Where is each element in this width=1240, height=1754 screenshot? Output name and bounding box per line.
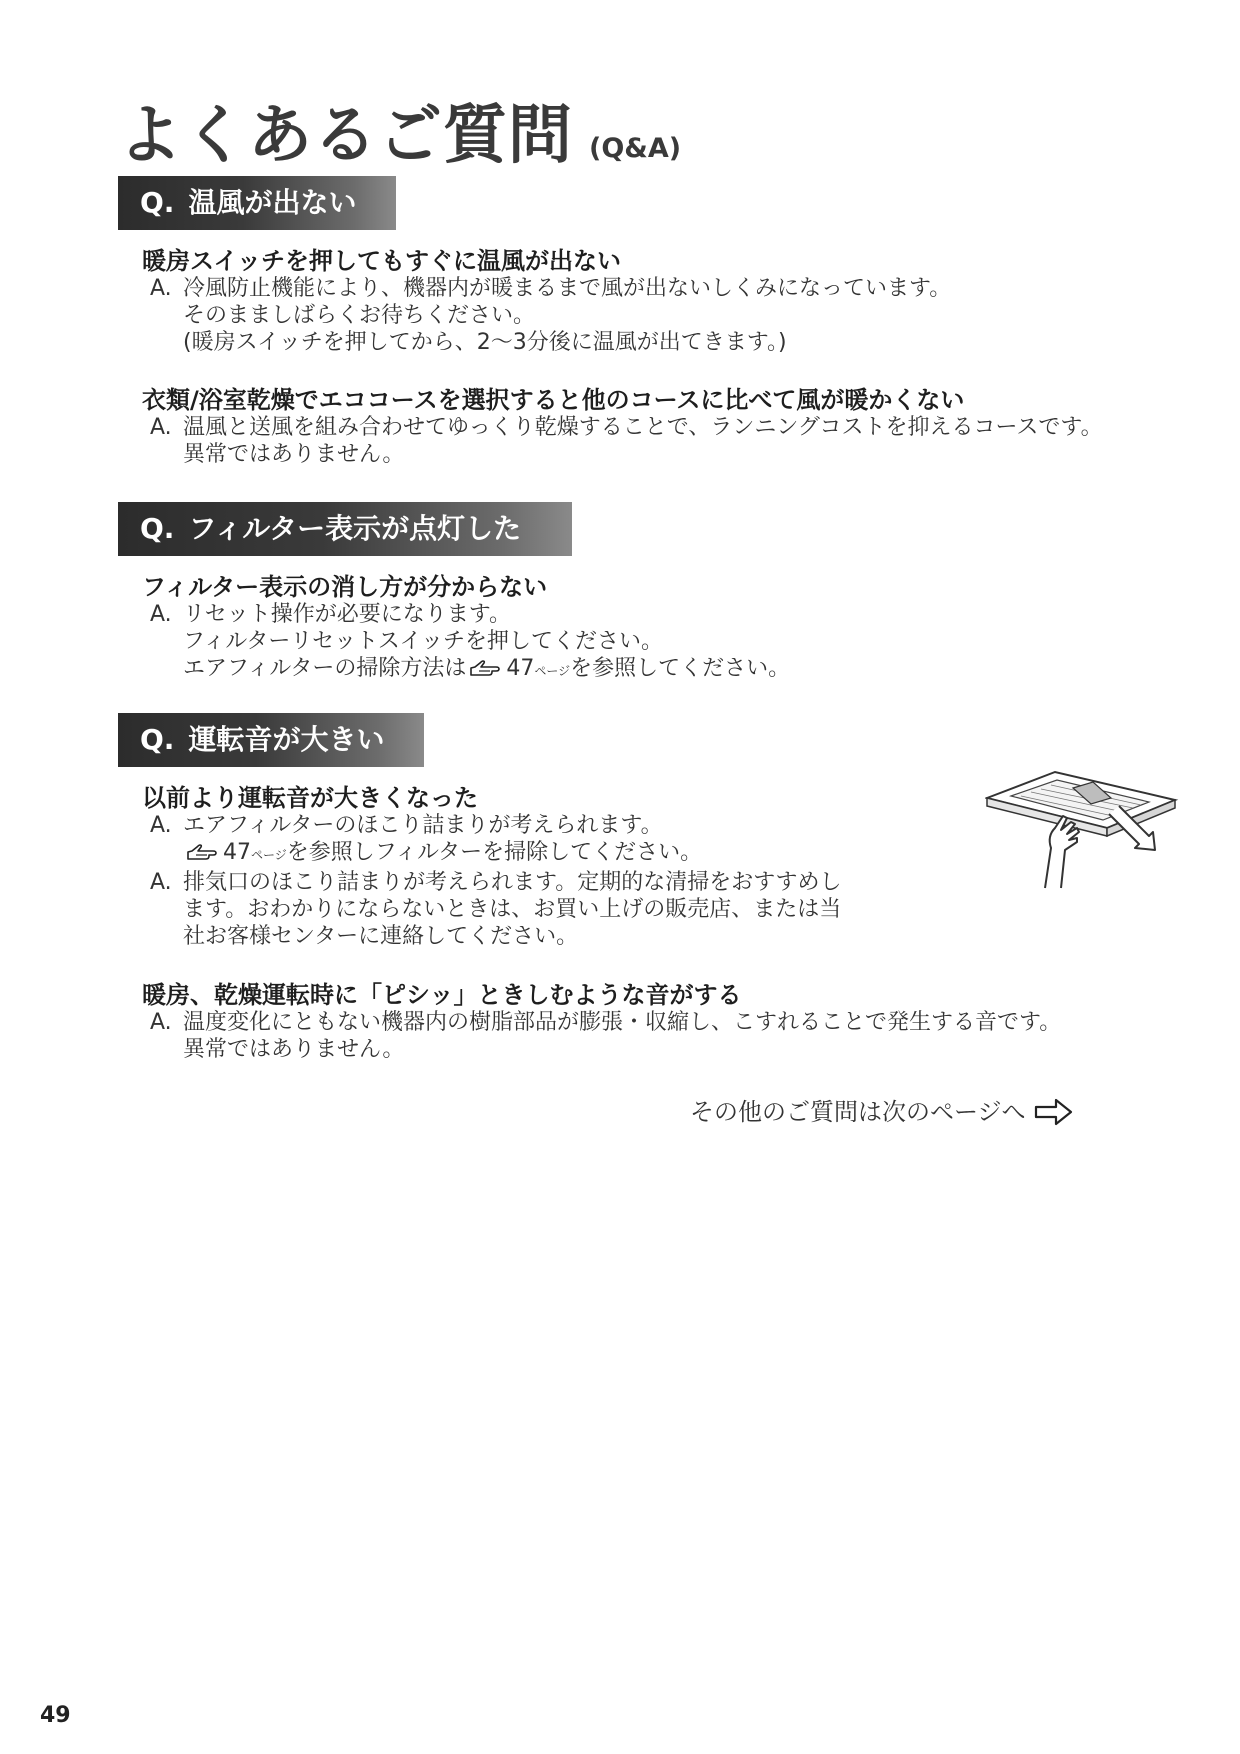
hollow-right-arrow-icon <box>1034 1097 1074 1127</box>
answer-line: 社お客様センターに連絡してください。 <box>183 924 579 949</box>
answer-block <box>150 275 951 356</box>
q-mark: Q. <box>140 186 175 219</box>
a-mark: A. <box>150 1010 172 1035</box>
question-heading: 以前より運転音が大きくなった <box>142 784 478 812</box>
answer-line: 温風と送風を組み合わせてゆっくり乾燥することで、ランニングコストを抑えるコースです。 <box>183 415 1103 440</box>
filter-removal-illustration <box>985 770 1185 890</box>
ref-page: 47 <box>506 656 535 681</box>
answer-text: エアフィルターの掃除方法は <box>183 656 467 681</box>
question-heading: フィルター表示の消し方が分からない <box>142 573 548 601</box>
section-header-no-warm-air <box>118 176 396 230</box>
answer-line: 異常ではありません。 <box>183 1037 405 1062</box>
page-number: 49 <box>40 1703 71 1728</box>
answer-line: (暖房スイッチを押してから、2〜3分後に温風が出てきます。) <box>183 330 787 355</box>
page-title <box>118 84 681 176</box>
answer-text: を参照してください。 <box>570 656 791 681</box>
q-mark: Q. <box>140 512 175 545</box>
answer-block <box>150 1009 1061 1063</box>
next-page-link[interactable] <box>690 1092 1074 1127</box>
answer-block <box>150 414 1103 468</box>
title-sub: (Q&A) <box>589 133 682 164</box>
answer-block <box>150 601 790 685</box>
q-mark: Q. <box>140 723 175 756</box>
ref-unit: ページ <box>251 848 287 862</box>
section-header-text: 温風が出ない <box>188 186 357 219</box>
a-mark: A. <box>150 415 172 440</box>
answer-line: フィルターリセットスイッチを押してください。 <box>183 629 664 654</box>
section-header-filter-indicator <box>118 502 572 556</box>
next-page-text: その他のご質問は次のページへ <box>690 1098 1026 1126</box>
section-header-loud-noise <box>118 713 424 767</box>
pointing-hand-icon <box>186 843 220 861</box>
section-header-text: 運転音が大きい <box>188 723 385 756</box>
a-mark: A. <box>150 602 172 627</box>
question-heading: 暖房、乾燥運転時に「ピシッ」ときしむような音がする <box>142 981 742 1009</box>
ref-page: 47 <box>223 840 251 865</box>
answer-text: を参照しフィルターを掃除してください。 <box>286 840 703 865</box>
ref-unit: ページ <box>534 664 571 678</box>
answer-line-with-reference <box>150 655 790 685</box>
question-heading: 衣類/浴室乾燥でエココースを選択すると他のコースに比べて風が暖かくない <box>142 386 965 414</box>
question-heading: 暖房スイッチを押してもすぐに温風が出ない <box>142 247 622 275</box>
answer-line: エアフィルターのほこり詰まりが考えられます。 <box>183 813 663 838</box>
answer-line: ます。おわかりにならないときは、お買い上げの販売店、または当 <box>183 897 842 922</box>
answer-line: そのまましばらくお待ちください。 <box>183 303 536 328</box>
section-header-text: フィルター表示が点灯した <box>188 512 522 545</box>
a-mark: A. <box>150 276 172 301</box>
answer-line: 排気口のほこり詰まりが考えられます。定期的な清掃をおすすめし <box>183 870 842 895</box>
answer-line: 温度変化にともない機器内の樹脂部品が膨張・収縮し、こすれることで発生する音です。 <box>183 1010 1062 1035</box>
title-text: よくあるご質問 <box>118 99 573 173</box>
answer-line: リセット操作が必要になります。 <box>183 602 512 627</box>
pointing-hand-icon <box>469 659 503 677</box>
a-mark: A. <box>150 870 172 895</box>
answer-line: 冷風防止機能により、機器内が暖まるまで風が出ないしくみになっています。 <box>183 276 952 301</box>
answer-line: 異常ではありません。 <box>183 442 405 467</box>
answer-block <box>150 812 841 950</box>
a-mark: A. <box>150 813 172 838</box>
answer-line-with-reference <box>150 839 841 869</box>
